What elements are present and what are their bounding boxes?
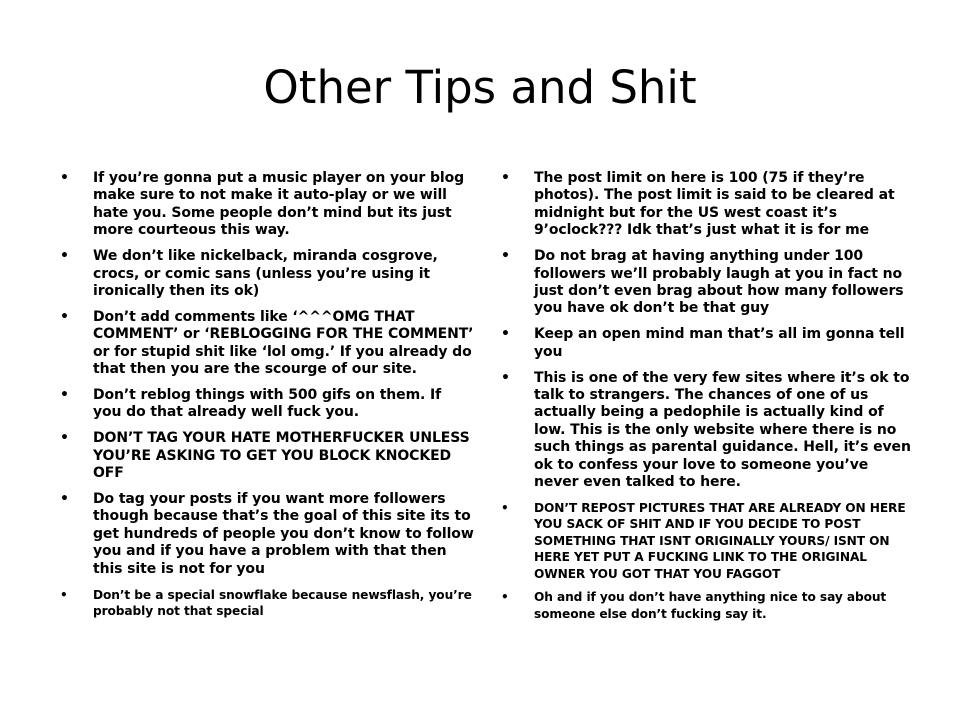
- list-item: [497, 248, 915, 318]
- bullet-text: This is one of the very few sites where it’s ok to talk to strangers. The chances of one of us actually being a pedophile is actually kind of low. This is the only website where there is no such things as parental guidance. Hell, it’s even ok to confess your love to someone you’ve never even talked to here.: [534, 369, 911, 490]
- bullet-text: Oh and if you don’t have anything nice to say about someone else don’t fucking say it.: [534, 590, 887, 621]
- list-item: [497, 170, 915, 240]
- list-item: [56, 387, 474, 422]
- slide-title: Other Tips and Shit: [263, 61, 697, 114]
- list-item: [56, 309, 474, 379]
- bullet-icon: •: [60, 308, 69, 325]
- bullet-icon: •: [501, 590, 509, 605]
- bullet-text: DON’T TAG YOUR HATE MOTHERFUCKER UNLESS YOU’RE ASKING TO GET YOU BLOCK KNOCKED OFF: [93, 430, 470, 482]
- bullet-text: Don’t be a special snowflake because newsflash, you’re probably not that special: [93, 587, 472, 619]
- right-bullet-list: [497, 170, 915, 629]
- list-item: [56, 430, 474, 482]
- bullet-icon: •: [60, 386, 69, 403]
- bullet-text: We don’t like nickelback, miranda cosgrove, crocs, or comic sans (unless you’re using it ironically then its ok): [93, 248, 438, 299]
- bullet-icon: •: [60, 587, 68, 602]
- bullet-icon: •: [60, 170, 69, 186]
- list-item: [497, 589, 915, 622]
- bullet-text: The post limit on here is 100 (75 if they’re photos). The post limit is said to be cleared at midnight but for the US west coast it’s 9’oclock??? Idk that’s just what it is for me: [534, 170, 895, 239]
- bullet-text: Don’t add comments like ‘^^^OMG THAT COMMENT’ or ‘REBLOGGING FOR THE COMMENT’ or for stupid shit like ‘lol omg.’ If you already do that then you are the scourge of our site.: [93, 308, 474, 378]
- bullet-text: If you’re gonna put a music player on your blog make sure to not make it auto-play or we will hate you. Some people don’t mind but its just more courteous this way.: [93, 170, 465, 239]
- left-bullet-list: [56, 170, 474, 627]
- bullet-text: Don’t reblog things with 500 gifs on them. If you do that already well fuck you.: [93, 386, 442, 421]
- bullet-icon: •: [60, 248, 69, 265]
- list-item: [497, 326, 915, 361]
- bullet-icon: •: [60, 430, 69, 447]
- bullet-icon: •: [501, 500, 509, 515]
- list-item: [56, 248, 474, 300]
- list-item: [56, 491, 474, 578]
- bullet-icon: •: [501, 369, 510, 386]
- bullet-text: DON’T REPOST PICTURES THAT ARE ALREADY ON HERE YOU SACK OF SHIT AND IF YOU DECIDE TO POST SOMETHING THAT ISNT ORIGINALLY YOURS/ ISNT ON HERE YET PUT A FUCKING LINK TO THE ORIGINAL OWNER YOU GOT THAT YOU FAGGOT: [534, 500, 906, 581]
- list-item: [497, 370, 915, 492]
- bullet-icon: •: [501, 170, 510, 186]
- list-item: [497, 500, 915, 583]
- bullet-icon: •: [501, 326, 510, 343]
- bullet-text: Do tag your posts if you want more followers though because that’s the goal of this site its to get hundreds of people you don’t know to follow you and if you have a problem with that then this site is not for you: [93, 491, 474, 577]
- bullet-text: Do not brag at having anything under 100 followers we’ll probably laugh at you in fact no just don’t even brag about how many followers you have ok don’t be that guy: [534, 248, 904, 317]
- bullet-text: Keep an open mind man that’s all im gonna tell you: [534, 326, 905, 360]
- list-item: [56, 587, 474, 620]
- bullet-icon: •: [501, 248, 510, 265]
- bullet-icon: •: [60, 491, 69, 507]
- list-item: [56, 170, 474, 240]
